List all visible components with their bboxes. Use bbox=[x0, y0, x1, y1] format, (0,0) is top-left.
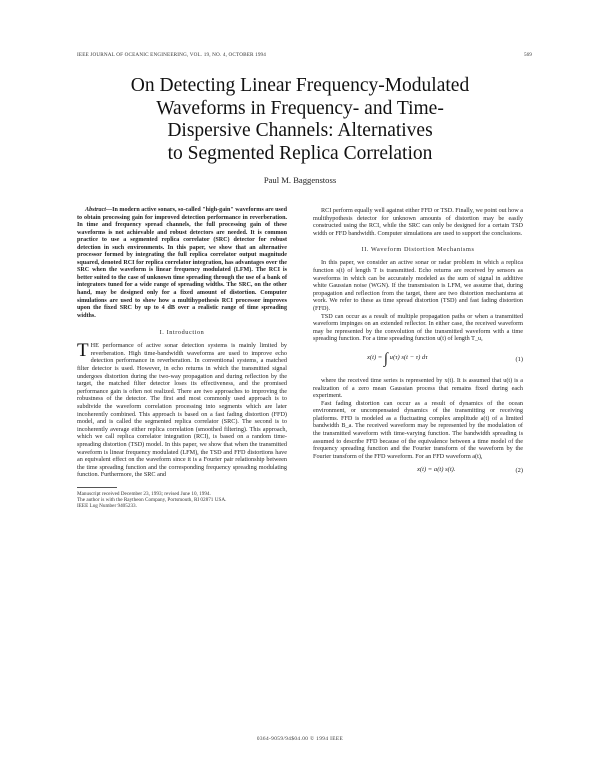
footnote-line: IEEE Log Number 9405233. bbox=[77, 503, 137, 510]
introduction-paragraph bbox=[77, 342, 287, 479]
footnote-divider bbox=[77, 487, 117, 488]
right-column bbox=[313, 207, 523, 482]
footnote-line: The author is with the Raytheon Company, Portsmouth, RI 02871 USA. bbox=[77, 497, 227, 504]
introduction-text: HE performance of active sonar detection systems is mainly limited by reverberation. High time-bandwidth waveforms are used to improve echo detection performance in reverberation. In conventional systems, a matched filter detector is used. However, in echo returns in which the transmitted signal undergoes distortion during the two-way propagation and during reflection by the target, the matched filter detector loses its effectiveness, and the promised performance gain is often not realized. There are two approaches to improving the robustness of the detector. The first and most commonly used approach is to subdivide the waveform correlation processing into segments which are later incoherently combined. This approach is based on a fast fading distortion (FFD) model, and is called the segmented replica correlator (SRC). The second is to incoherently average either replica correlation (smoothed filtering). This approach, which we call replica correlator integration (RCI), is based on a random time-spreading distortion (TSD) model. In this paper, we show that when the transmitted waveform is linear frequency modulated (LFM), the TSD and FFD distortions have an equivalent effect on the waveform since it is a Fourier pair relationship between the time spreading function and the corresponding frequency spreading modulating function. Furthermore, the SRC and bbox=[77, 342, 287, 479]
footnote-line: Manuscript received December 23, 1993; revised June 10, 1994. bbox=[77, 490, 211, 497]
ffd-paragraph: Fast fading distortion can occur as a result of dynamics of the ocean environment, or uncompensated dynamics of the transmitting or receiving platforms. FFD is modeled as a fluctuating complex amplitude a(t) of a limited bandwidth B_a. The received waveform may be represented by the modulation of the transmitted waveform with time-varying function. The bandwidth spreading is assumed to describe FFD because of the equivalence between a time model of the frequency spreading function and the Fourier transform of the waveform by the Fourier transform of the FFD waveform. For an FFD waveform a(t), bbox=[313, 399, 523, 460]
integral-symbol: ∫ bbox=[383, 350, 389, 367]
abstract bbox=[77, 207, 287, 320]
distortion-paragraph: In this paper, we consider an active sonar or radar problem in which a replica function s(t) of length T is transmitted. Echo returns are received by sensors as waveforms in which can be accurately modeled as the sum of signal in additive white Gaussian noise (WGN). If the transmission is LFM, we assume that, during propagation and reflection from the target, there are two distortion mechanisms at work. We refer to these as time spread distortion (TSD) and fast fading distortion (FFD). bbox=[313, 259, 523, 312]
section-heading-introduction: I. Introduction bbox=[159, 329, 205, 337]
footnote bbox=[77, 491, 287, 510]
title-line: Waveforms in Frequency- and Time- bbox=[156, 97, 444, 119]
equation-2-number: (2) bbox=[515, 467, 523, 475]
title-line: Dispersive Channels: Alternatives bbox=[167, 120, 433, 141]
page-number: 569 bbox=[524, 52, 532, 58]
title-line: to Segmented Replica Correlation bbox=[167, 142, 433, 164]
tsd-paragraph: TSD can occur as a result of multiple propagation paths or when a transmitted waveform impinges on an extended reflector. In either case, the received waveform may be represented by the convolution of the transmitted waveform with a time spreading function. For a time spreading function u(t) of length T_u, bbox=[313, 312, 523, 343]
gaussian-paragraph: where the received time series is represented by x(t). It is assumed that u(t) is a realization of a zero mean Gaussian process that remains fixed during each experiment. bbox=[313, 376, 523, 400]
copyright-footer: 0364-9059/94$04.00 © 1994 IEEE bbox=[256, 736, 344, 742]
equation-1 bbox=[313, 347, 523, 373]
title-line: On Detecting Linear Frequency-Modulated bbox=[130, 75, 470, 96]
equation-1-rhs: u(τ) s(t − τ) dτ bbox=[389, 353, 428, 361]
paper-title bbox=[80, 75, 520, 165]
running-head: IEEE JOURNAL OF OCEANIC ENGINEERING, VOL. 19, NO. 4, OCTOBER 1994 bbox=[77, 52, 267, 58]
drop-cap: T bbox=[77, 340, 89, 362]
equation-2 bbox=[313, 464, 523, 478]
abstract-text: In modern active sonars, so-called "high-gain" waveforms are used to obtain processing gain for improved detection performance in reverberation. In time and frequency spread channels, the full processing gain of these waveforms is not achievable and robust detectors are needed. It is common practice to use a segmented replica correlator (SRC) detector for robust detection in such environments. In this paper, we show that an alternative processor formed by integrating the full replica correlator output magnitude squared, denoted RCI for replica correlator integration, has advantages over the SRC when the waveform is linear frequency modulated (LFM). The RCI is better suited to the case of unknown time spreading through the use of a bank of integrators tuned for a wide range of spreading widths. The SRC, on the other hand, may be designed only for a fixed amount of distortion. Computer simulations are used to show how a multihypothesis RCI processor improves upon the fixed SRC by up to 4 dB over a realistic range of time spreading widths. bbox=[77, 207, 287, 319]
equation-1-body bbox=[367, 351, 428, 368]
section-heading-distortion: II. Waveform Distortion Mechanisms bbox=[361, 246, 475, 254]
equation-1-lhs: x(t) = bbox=[367, 353, 383, 361]
author-name: Paul M. Baggenstoss bbox=[263, 175, 337, 185]
right-intro-paragraph: RCI perform equally well against either FFD or TSD. Finally, we point out how a multihypothesis detector for unknown amounts of distortion may be easily constructed using the RCI, while the SRC can only be designed for a certain TSD width or FFD bandwidth. Computer simulations are used to support the conclusions. bbox=[313, 207, 523, 237]
equation-1-number: (1) bbox=[515, 355, 523, 363]
left-column bbox=[77, 207, 287, 510]
equation-2-body: x(t) = a(t) s(t). bbox=[417, 466, 456, 474]
abstract-lead: Abstract— bbox=[85, 207, 113, 213]
